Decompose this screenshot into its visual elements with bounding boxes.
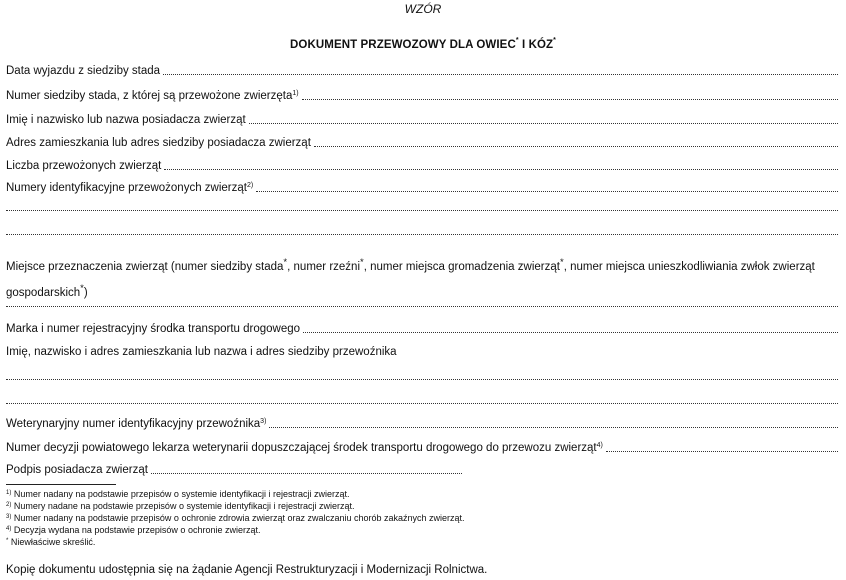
signature-line[interactable] [151,472,462,474]
field-carrier [6,345,838,359]
field-id-numbers[interactable] [6,181,838,195]
footnote-text: Numer nadany na podstawie przepisów o ochronie zdrowia zwierząt oraz zwalczaniu chorób zakaźnych zwierząt. [11,513,465,523]
footnote-mark: 3) [6,514,12,520]
field-label: Miejsce przeznaczenia zwierząt (numer siedziby stada [6,260,284,273]
title-text-cont: I KÓZ [518,39,554,51]
field-destination [6,252,840,304]
footnote-mark: 2) [6,502,12,508]
field-carrier-vet-number[interactable] [6,417,838,431]
field-herd-number[interactable] [6,89,838,103]
footnote [6,513,465,524]
field-label: , numer miejsca gromadzenia zwierząt [363,260,560,273]
field-decision-number[interactable] [6,441,838,455]
footnote [6,537,95,548]
fill-line[interactable] [269,426,838,428]
field-label: ) [83,286,88,299]
field-label: , numer rzeźni [287,260,360,273]
field-label: Imię, nazwisko i adres zamieszkania lub nazwa i adres siedziby przewoźnika [6,346,397,358]
title-footnote-mark: * [553,37,556,44]
title-footnote-mark: * [515,37,519,44]
fill-line[interactable] [6,402,838,404]
field-animal-count[interactable] [6,159,838,173]
title-text: DOKUMENT PRZEWOZOWY DLA OWIEC [290,39,516,51]
footnote-ref: * [559,257,564,268]
fill-line[interactable] [6,209,838,211]
footnote-text: Niewłaściwe skreślić. [8,537,96,547]
fill-line[interactable] [256,190,838,192]
fill-line[interactable] [164,168,838,170]
footnote-ref: * [80,282,84,294]
footnote-ref: * [360,257,364,268]
footnote-text: Numery nadane na podstawie przepisów o systemie identyfikacji i rejestracji zwierząt. [11,501,355,511]
field-label: Numer decyzji powiatowego lekarza weterynarii dopuszczającej środek transportu drogowego do przewozu zwierząt [6,442,597,454]
fill-line[interactable] [302,98,838,100]
fill-line[interactable] [163,73,838,75]
footnote-ref: 4) [596,442,603,449]
fill-line[interactable] [6,233,838,235]
field-label: Podpis posiadacza zwierząt [6,464,148,476]
field-label: Imię i nazwisko lub nazwa posiadacza zwierząt [6,114,246,126]
fill-line[interactable] [249,122,838,124]
footnote-text: Decyzja wydana na podstawie przepisów o ochronie zwierząt. [11,525,261,535]
footnote-mark: * [6,538,9,544]
footnote [6,525,260,536]
footnote [6,501,355,512]
footnote-mark: 4) [6,526,12,532]
footnote-divider [6,484,116,485]
field-label: Numer siedziby stada, z której są przewożone zwierzęta [6,90,293,102]
fill-line[interactable] [606,450,838,452]
fill-line[interactable] [6,378,838,380]
footnote-text: Numer nadany na podstawie przepisów o systemie identyfikacji i rejestracji zwierząt. [11,489,350,499]
fill-line[interactable] [303,331,838,333]
footnote-mark: 1) [6,490,12,496]
field-label: , numer miejsca unieszkodliwiania zwłok zwierząt gospodarskich [6,260,815,299]
field-label: Data wyjazdu z siedziby stada [6,65,161,77]
fill-line[interactable] [6,305,838,307]
field-label: Weterynaryjny numer identyfikacyjny przewoźnika [6,418,261,430]
field-departure-date[interactable] [6,64,838,78]
footnote-ref: 2) [246,182,254,189]
template-label: WZÓR [404,2,442,16]
field-vehicle[interactable] [6,322,838,336]
field-label: Numery identyfikacyjne przewożonych zwierząt [6,182,247,194]
footnote-ref: * [283,257,288,268]
document-title [0,39,846,51]
field-label: Adres zamieszkania lub adres siedziby posiadacza zwierząt [6,137,311,149]
footnote-ref: 3) [260,418,267,425]
fill-line[interactable] [314,145,838,147]
footnote [6,489,350,500]
field-signature[interactable] [6,463,462,477]
footnote-ref: 1) [292,90,299,97]
field-label: Marka i numer rejestracyjny środka transportu drogowego [6,323,301,335]
field-owner-address[interactable] [6,136,838,150]
field-owner-name[interactable] [6,113,838,127]
closing-note: Kopię dokumentu udostępnia się na żądanie Agencji Restrukturyzacji i Modernizacji Rolnictwa. [6,564,488,576]
field-label: Liczba przewożonych zwierząt [6,160,162,172]
